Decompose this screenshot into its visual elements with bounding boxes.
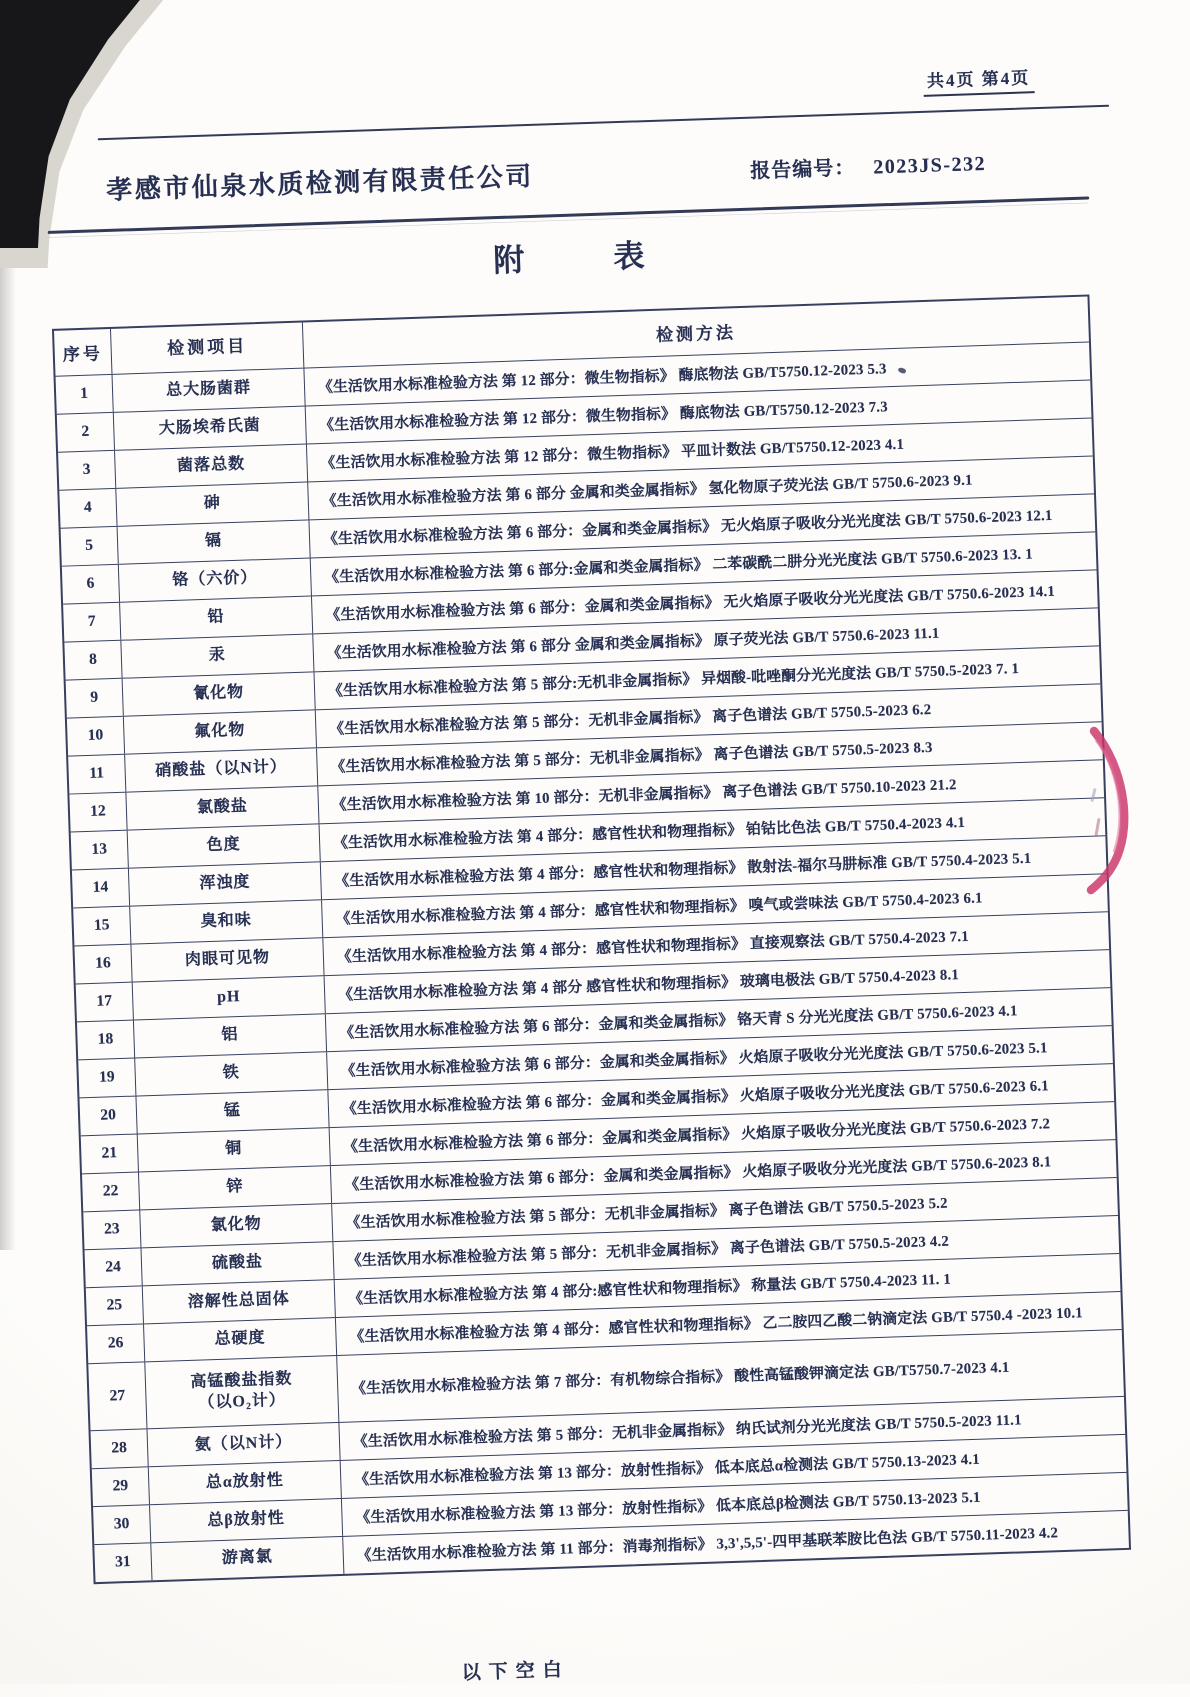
methods-table: [52, 294, 1131, 1584]
methods-table-body: [56, 342, 1129, 1582]
report-number-value: 2023JS-232: [872, 152, 987, 179]
test-item-cell: 菌落总数: [115, 444, 308, 487]
row-number-cell: 3: [58, 450, 116, 489]
test-method-cell: 《生活饮用水标准检验方法 第 6 部分 金属和类金属指标》 原子荧光法 GB/T 5750.6-2023 11.1: [326, 625, 940, 662]
test-item-cell: 锰: [136, 1090, 329, 1133]
test-item-cell: 臭和味: [130, 900, 323, 943]
test-item-cell: 色度: [128, 824, 321, 867]
test-method-cell: 《生活饮用水标准检验方法 第 5 部分：无机非金属指标》 离子色谱法 GB/T 5750.5-2023 6.2: [329, 701, 932, 738]
test-method-cell: 《生活饮用水标准检验方法 第 4 部分：感官性状和物理指标》 铂钴比色法 GB/T 5750.4-2023 4.1: [332, 814, 966, 852]
row-number-cell: 21: [81, 1134, 139, 1173]
test-method-cell: 《生活饮用水标准检验方法 第 6 部分：金属和类金属指标》 火焰原子吸收分光光度法 GB/T 5750.6-2023 8.1: [344, 1153, 1052, 1194]
document-content: [38, 0, 1137, 1684]
row-number-cell: 28: [91, 1429, 149, 1468]
test-method-cell: 《生活饮用水标准检验方法 第 13 部分：放射性指标》 低本底总β检测法 GB/T 5750.13-2023 5.1: [355, 1489, 981, 1526]
test-method-cell: 《生活饮用水标准检验方法 第 6 部分：金属和类金属指标》 铬天青 S 分光光度法 GB/T 5750.6-2023 4.1: [339, 1002, 1018, 1042]
test-item-cell: 总β放射性: [150, 1498, 343, 1541]
header-cell-item: 检测项目: [111, 322, 304, 373]
row-number-cell: 7: [63, 602, 121, 641]
company-name: 孝感市仙泉水质检测有限责任公司: [105, 161, 535, 205]
row-number-cell: 2: [57, 412, 115, 451]
test-method-cell: 《生活饮用水标准检验方法 第 6 部分：金属和类金属指标》 火焰原子吸收分光光度法 GB/T 5750.6-2023 5.1: [340, 1039, 1048, 1080]
row-number-cell: 29: [92, 1467, 150, 1506]
test-method-cell: 《生活饮用水标准检验方法 第 5 部分：无机非金属指标》 离子色谱法 GB/T 5750.5-2023 5.2: [345, 1195, 948, 1232]
test-method-cell: 《生活饮用水标准检验方法 第 4 部分 感官性状和物理指标》 玻璃电极法 GB/T 5750.4-2023 8.1: [337, 966, 960, 1004]
row-number-cell: 30: [93, 1505, 151, 1544]
header-cell-method: 检测方法: [655, 322, 737, 345]
test-method-cell: 《生活饮用水标准检验方法 第 6 部分：金属和类金属指标》 无火焰原子吸收分光光度法 GB/T 5750.6-2023 12.1: [322, 507, 1053, 548]
row-number-cell: 23: [83, 1210, 141, 1249]
report-number: [750, 147, 987, 184]
row-number-cell: 26: [87, 1324, 145, 1363]
test-method-cell: 《生活饮用水标准检验方法 第 13 部分：放射性指标》 低本底总α检测法 GB/T 5750.13-2023 4.1: [354, 1451, 981, 1488]
test-item-cell: 氟化物: [124, 710, 317, 753]
test-item-cell: 大肠埃希氏菌: [114, 406, 307, 449]
row-number-cell: 1: [56, 374, 114, 413]
row-number-cell: 9: [66, 678, 124, 717]
test-item-cell: 总大肠菌群: [113, 368, 306, 411]
test-item-cell: 铁: [135, 1052, 328, 1095]
test-item-cell: 氰化物: [123, 672, 316, 715]
test-item-cell: 高锰酸盐指数 （以O₂计）: [145, 1355, 339, 1427]
test-method-cell: 《生活饮用水标准检验方法 第 12 部分：微生物指标》 平皿计数法 GB/T5750.12-2023 4.1: [320, 436, 905, 472]
page-number: 共4页 第4页: [923, 63, 1035, 97]
row-number-cell: 14: [72, 868, 130, 907]
test-method-cell: 《生活饮用水标准检验方法 第 4 部分：感官性状和物理指标》 散射法-福尔马肼标准 GB/T 5750.4-2023 5.1: [334, 850, 1032, 890]
row-number-cell: 5: [61, 526, 119, 565]
row-number-cell: 10: [67, 716, 125, 755]
test-method-cell: 《生活饮用水标准检验方法 第 6 部分：金属和类金属指标》 火焰原子吸收分光光度法 GB/T 5750.6-2023 6.1: [341, 1077, 1050, 1118]
appendix-title-char-2: 表: [612, 237, 646, 274]
test-method-cell: 《生活饮用水标准检验方法 第 6 部分：金属和类金属指标》 火焰原子吸收分光光度法 GB/T 5750.6-2023 7.2: [342, 1115, 1051, 1156]
test-item-cell: 铅: [120, 596, 313, 639]
row-number-cell: 15: [73, 906, 131, 945]
test-method-cell: 《生活饮用水标准检验方法 第 11 部分：消毒剂指标》 3,3',5,5'-四甲基联苯胺比色法 GB/T 5750.11-2023 4.2: [356, 1524, 1059, 1564]
test-method-cell: 《生活饮用水标准检验方法 第 5 部分：无机非金属指标》 离子色谱法 GB/T 5750.5-2023 8.3: [330, 739, 933, 776]
row-number-cell: 20: [79, 1096, 137, 1135]
appendix-title-char-1: 附: [492, 241, 526, 278]
red-seal-stamp-fragment: [1086, 726, 1142, 896]
test-item-cell: 总硬度: [144, 1318, 337, 1361]
report-number-label: 报告编号：: [749, 157, 856, 183]
test-item-cell: 汞: [121, 634, 314, 677]
page-info-row: [38, 0, 1087, 126]
test-item-cell: 氯酸盐: [126, 786, 319, 829]
test-item-cell: 砷: [116, 482, 309, 525]
test-method-cell: 《生活饮用水标准检验方法 第 12 部分：微生物指标》 酶底物法 GB/T5750.12-2023 5.3: [317, 360, 887, 396]
test-method-cell: 《生活饮用水标准检验方法 第 4 部分：感官性状和物理指标》 乙二胺四乙酸二钠滴定法 GB/T 5750.4 -2023 10.1: [349, 1304, 1084, 1346]
row-number-cell: 16: [74, 944, 132, 983]
row-number-cell: 13: [71, 830, 129, 869]
test-method-cell: 《生活饮用水标准检验方法 第 7 部分：有机物综合指标》 酸性高锰酸钾滴定法 GB/T5750.7-2023 4.1: [351, 1359, 1010, 1398]
row-number-cell: 17: [76, 982, 134, 1021]
test-item-cell: 硝酸盐（以N计）: [125, 748, 318, 791]
row-number-cell: 22: [82, 1172, 140, 1211]
row-number-cell: 19: [78, 1058, 136, 1097]
test-item-cell: 镉: [118, 520, 311, 563]
test-item-cell: 锌: [139, 1166, 332, 1209]
row-number-cell: 11: [68, 754, 126, 793]
row-number-cell: 6: [62, 564, 120, 603]
test-method-cell: 《生活饮用水标准检验方法 第 6 部分 金属和类金属指标》 氢化物原子荧光法 GB/T 5750.6-2023 9.1: [321, 471, 973, 510]
row-number-cell: 12: [69, 792, 127, 831]
test-method-cell: 《生活饮用水标准检验方法 第 5 部分：无机非金属指标》 离子色谱法 GB/T 5750.5-2023 4.2: [346, 1233, 950, 1270]
test-item-cell: 铜: [138, 1128, 331, 1171]
test-item-cell: 铬（六价）: [119, 558, 312, 601]
test-method-cell: 《生活饮用水标准检验方法 第 6 部分：金属和类金属指标》 无火焰原子吸收分光光度法 GB/T 5750.6-2023 14.1: [325, 583, 1056, 624]
test-method-cell: 《生活饮用水标准检验方法 第 6 部分:金属和类金属指标》 二苯碳酰二肼分光光度法 GB/T 5750.6-2023 13. 1: [324, 545, 1034, 586]
row-number-cell: 8: [64, 640, 122, 679]
test-item-cell: 总α放射性: [149, 1460, 342, 1503]
test-item-cell: 铝: [134, 1014, 327, 1057]
test-item-cell: 肉眼可见物: [131, 938, 324, 981]
test-item-cell: 硫酸盐: [141, 1242, 334, 1285]
row-number-cell: 24: [85, 1248, 143, 1287]
test-method-cell: 《生活饮用水标准检验方法 第 5 部分:无机非金属指标》 异烟酸-吡唑酮分光光度法 GB/T 5750.5-2023 7. 1: [327, 660, 1020, 700]
test-method-cell: 《生活饮用水标准检验方法 第 4 部分：感官性状和物理指标》 嗅气或尝味法 GB/T 5750.4-2023 6.1: [335, 889, 983, 928]
test-method-cell: 《生活饮用水标准检验方法 第 5 部分：无机非金属指标》 纳氏试剂分光光度法 GB/T 5750.5-2023 11.1: [352, 1411, 1022, 1451]
test-item-cell: 游离氯: [151, 1536, 344, 1579]
test-method-cell: 《生活饮用水标准检验方法 第 12 部分：微生物指标》 酶底物法 GB/T5750.12-2023 7.3: [319, 398, 889, 434]
test-item-cell: 氯化物: [140, 1204, 333, 1247]
row-number-cell: 25: [86, 1286, 144, 1325]
header-cell-no: 序号: [54, 328, 112, 375]
row-number-cell: 4: [59, 488, 117, 527]
row-number-cell: 18: [77, 1020, 135, 1059]
title-gap: [526, 267, 614, 270]
report-header: [106, 141, 987, 207]
footer-note: 以下空白: [461, 1658, 571, 1684]
test-item-cell: 浑浊度: [129, 862, 322, 905]
test-item-cell: pH: [133, 976, 326, 1019]
test-method-cell: 《生活饮用水标准检验方法 第 10 部分：无机非金属指标》 离子色谱法 GB/T 5750.10-2023 21.2: [331, 776, 957, 814]
test-item-cell: 溶解性总固体: [143, 1280, 336, 1323]
row-number-cell: 31: [94, 1543, 152, 1582]
test-item-cell: 氨（以N计）: [147, 1422, 340, 1465]
row-number-cell: 27: [88, 1362, 147, 1430]
test-method-cell: 《生活饮用水标准检验方法 第 4 部分：感官性状和物理指标》 直接观察法 GB/T 5750.4-2023 7.1: [336, 928, 970, 966]
test-method-cell: 《生活饮用水标准检验方法 第 4 部分:感官性状和物理指标》 称量法 GB/T 5750.4-2023 11. 1: [348, 1271, 952, 1308]
